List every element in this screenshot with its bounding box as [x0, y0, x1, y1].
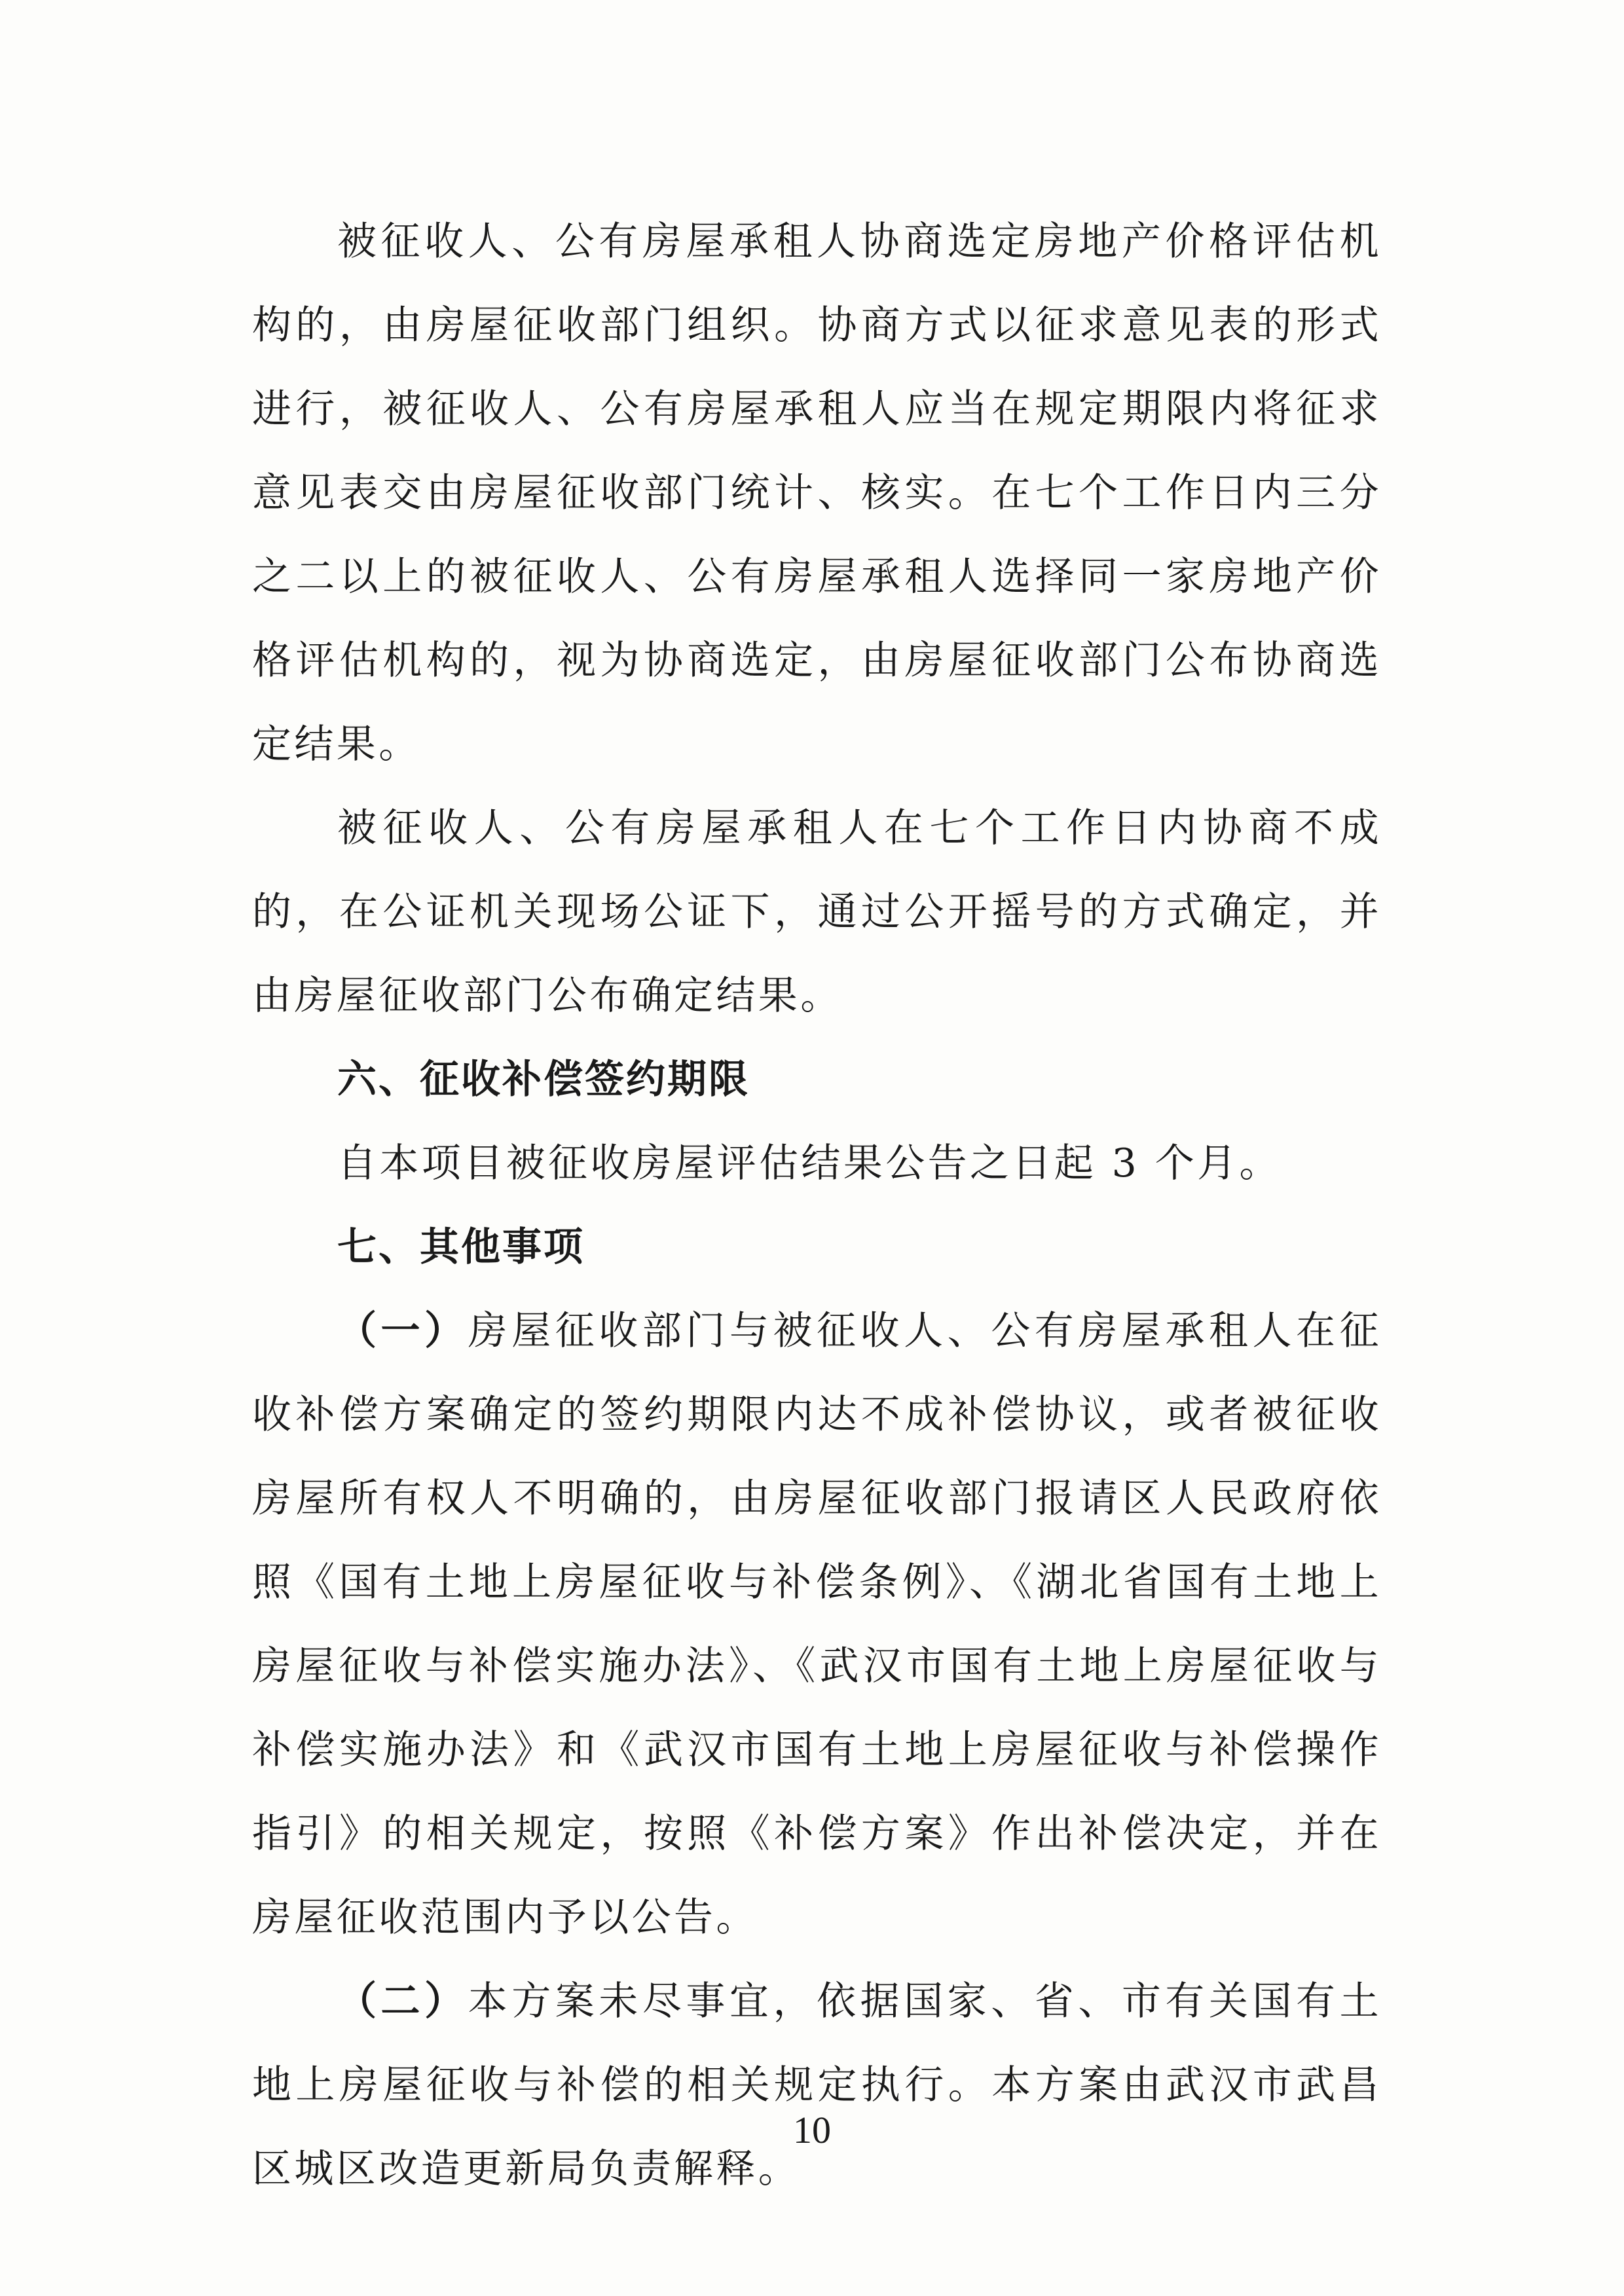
- paragraph-lottery-selection: 被征收人、公有房屋承租人在七个工作日内协商不成的，在公证机关现场公证下，通过公开摇号的方式确定，并由房屋征收部门公布确定结果。: [252, 805, 1382, 1019]
- item-text: 房屋征收部门与被征收人、公有房屋承租人在征收补偿方案确定的签约期限内达不成补偿协议，或者被征收房屋所有权人不明确的，由房屋征收部门报请区人民政府依照《国有土地上房屋征收与补偿条例》、《湖北省国有土地上房屋征收与补偿实施办法》、《武汉市国有土地上房屋征收与补偿实施办法》和《武汉市国有土地上房屋征收与补偿操作指引》的相关规定，按照《补偿方案》作出补偿决定，并在房屋征收范围内予以公告。: [252, 1308, 1382, 1941]
- paragraph-other-matters-1: [252, 1289, 1382, 1959]
- item-number: （二）: [337, 1978, 468, 2024]
- section-heading-other-matters: 七、其他事项: [337, 1224, 585, 1270]
- item-number: （一）: [337, 1308, 468, 1354]
- page-number: 10: [793, 2109, 831, 2151]
- section-heading-signing-period: 六、征收补偿签约期限: [337, 1057, 750, 1102]
- paragraph-signing-period: 自本项目被征收房屋评估结果公告之日起 3 个月。: [337, 1140, 1282, 1186]
- document-body: [252, 200, 1382, 2211]
- item-text: 本方案未尽事宜，依据国家、省、市有关国有土地上房屋征收与补偿的相关规定执行。本方案由武汉市武昌区城区改造更新局负责解释。: [252, 1978, 1382, 2192]
- paragraph-other-matters-2: [252, 1959, 1382, 2211]
- paragraph-appraisal-selection: 被征收人、公有房屋承租人协商选定房地产价格评估机构的，由房屋征收部门组织。协商方式以征求意见表的形式进行，被征收人、公有房屋承租人应当在规定期限内将征求意见表交由房屋征收部门统计、核实。在七个工作日内三分之二以上的被征收人、公有房屋承租人选择同一家房地产价格评估机构的，视为协商选定，由房屋征收部门公布协商选定结果。: [252, 219, 1382, 767]
